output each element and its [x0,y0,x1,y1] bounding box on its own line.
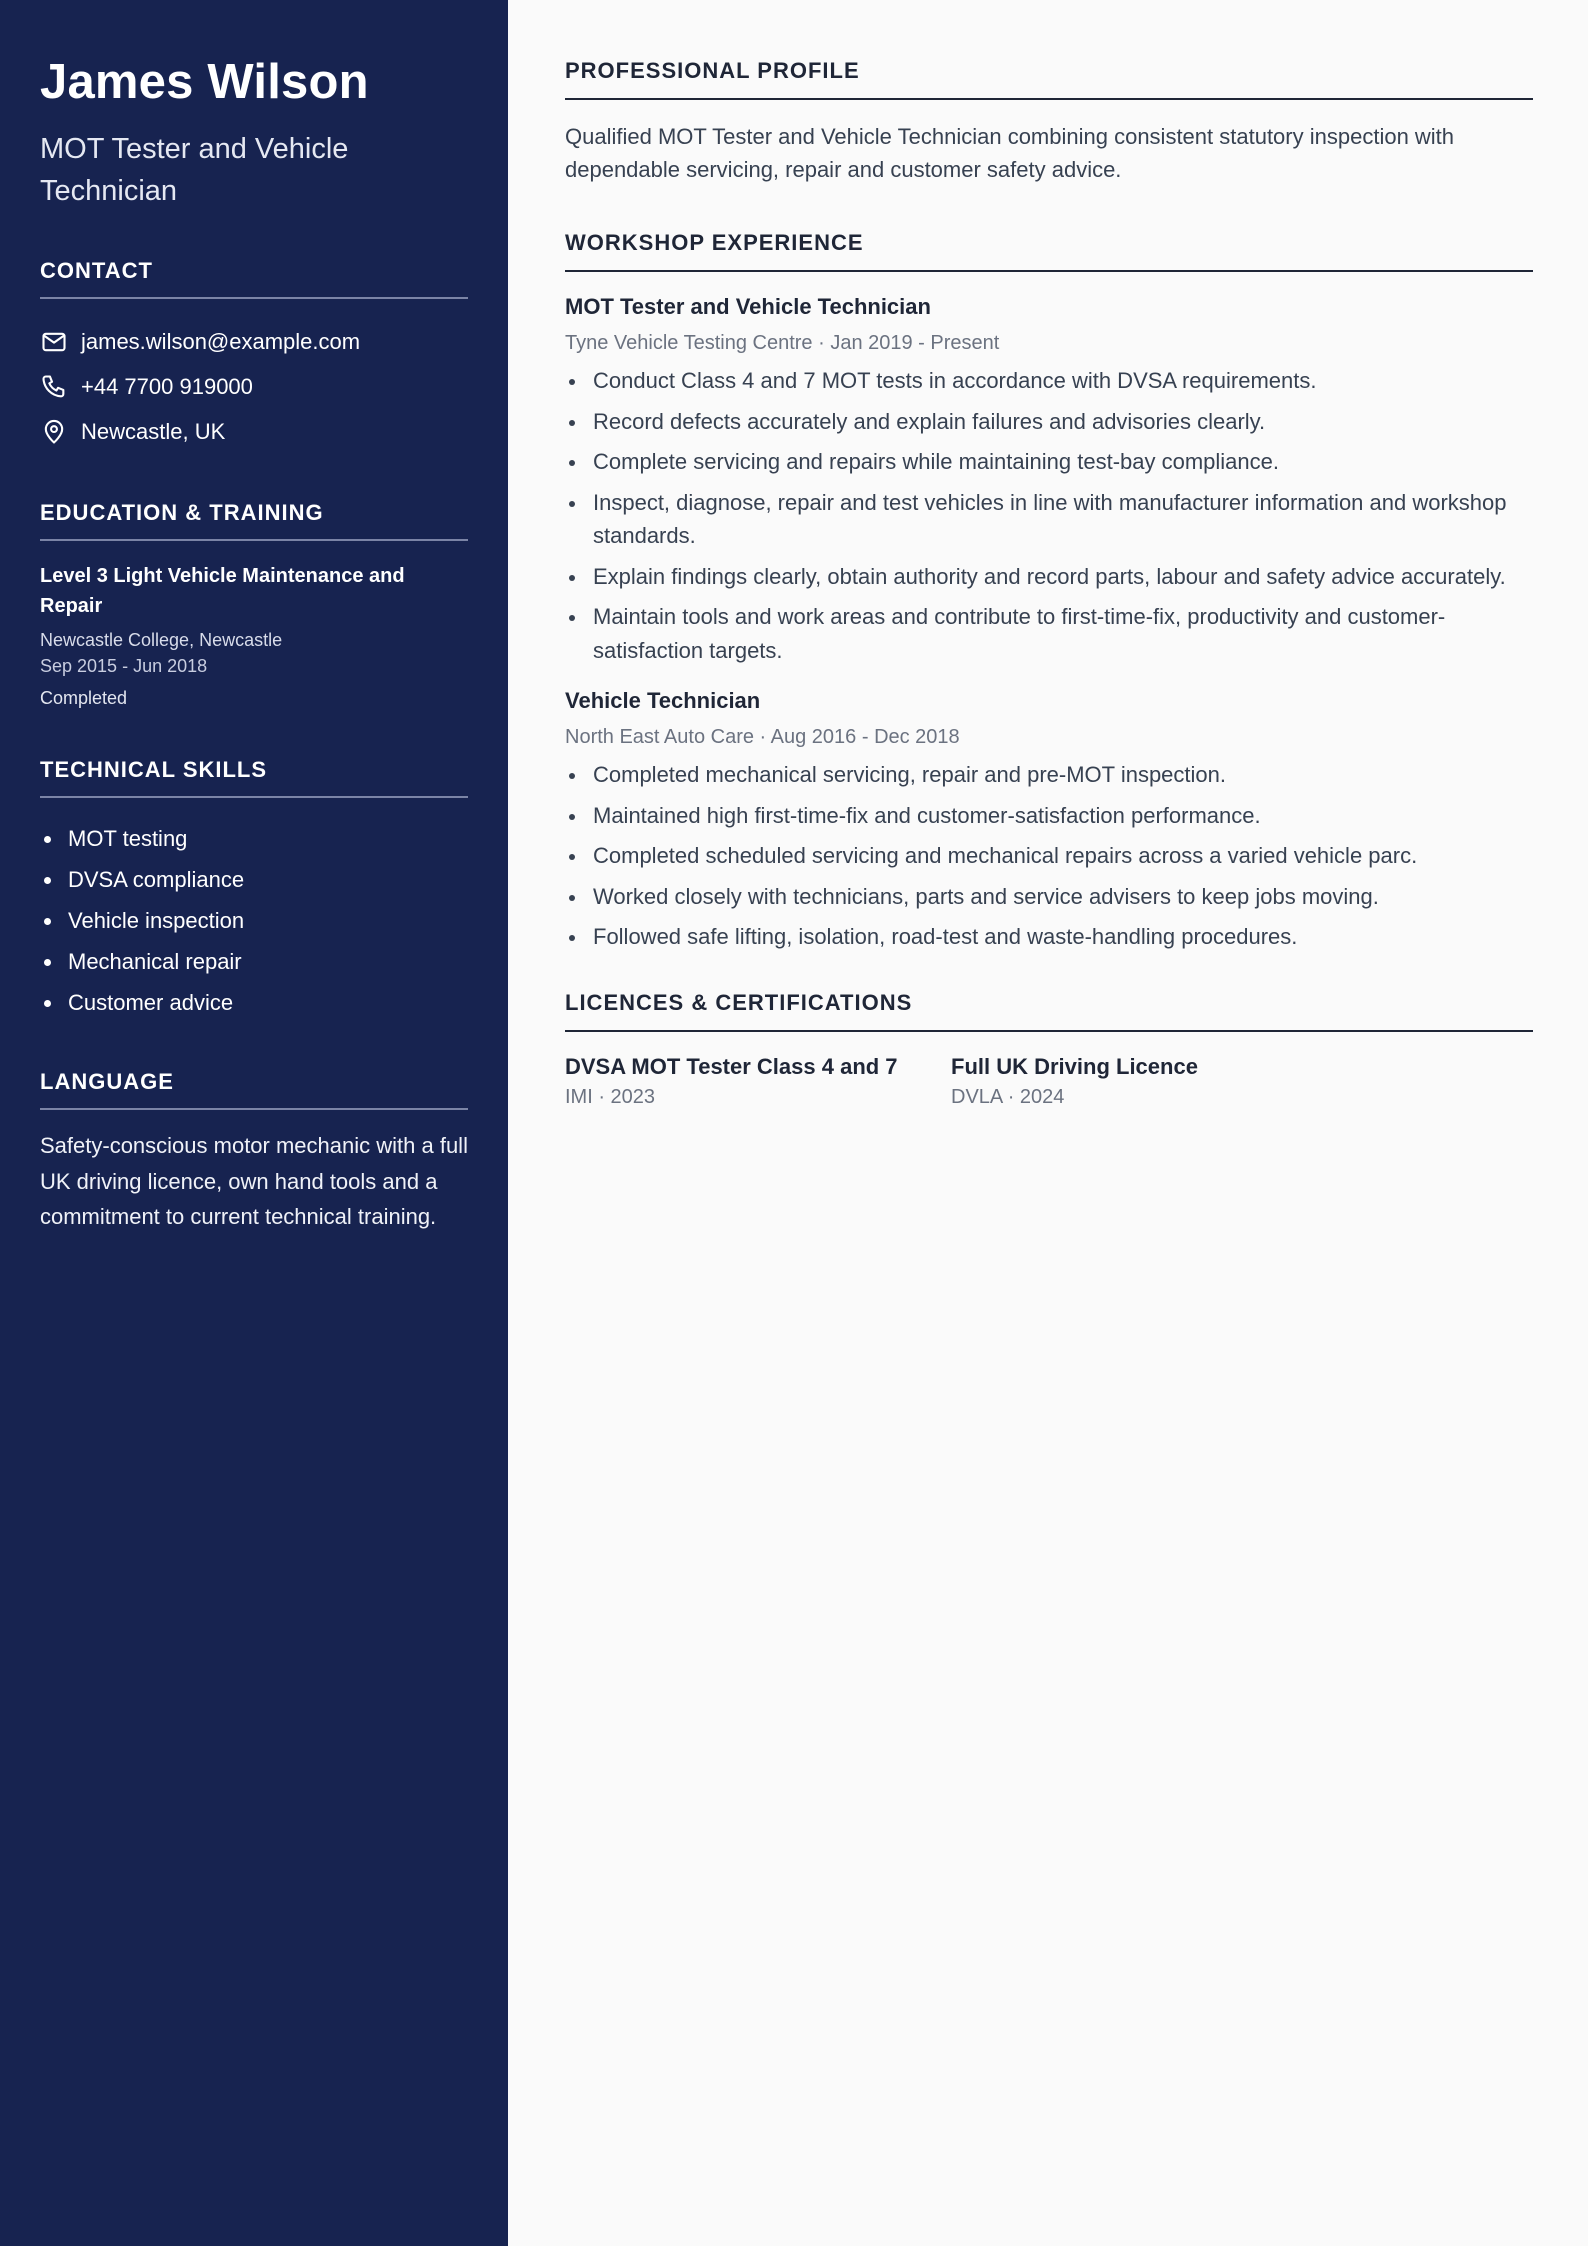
job-bullets [565,364,1533,667]
contact-location-row [40,409,468,454]
profile-text: Qualified MOT Tester and Vehicle Technician combining consistent statutory inspection with dependable servicing, repair and customer safety advice. [565,124,1455,182]
job-bullet: Worked closely with technicians, parts and service advisers to keep jobs moving. [565,880,1533,914]
job-bullets [565,758,1533,954]
main-content [508,0,1588,2246]
job-bullet: Complete servicing and repairs while maintaining test-bay compliance. [565,445,1533,479]
skill-item: Customer advice [40,982,468,1023]
job-meta: Tyne Vehicle Testing Centre · Jan 2019 - Present [565,332,1000,354]
job-meta: North East Auto Care · Aug 2016 - Dec 2018 [565,726,960,748]
candidate-name: James Wilson [40,55,369,109]
job-bullet: Conduct Class 4 and 7 MOT tests in accordance with DVSA requirements. [565,364,1533,398]
job-bullet: Completed mechanical servicing, repair and pre-MOT inspection. [565,758,1533,792]
job-bullet: Explain findings clearly, obtain authority and record parts, labour and safety advice accurately. [565,560,1533,594]
contact-email-row [40,319,468,364]
skills-list [40,818,468,1023]
language-text: Safety-conscious motor mechanic with a full UK driving licence, own hand tools and a commitment to current technical training. [40,1133,468,1229]
education-title: Level 3 Light Vehicle Maintenance and Repair [40,565,405,617]
language-heading: LANGUAGE [40,1069,468,1110]
certification-meta: IMI · 2023 [565,1085,656,1108]
certifications-list [565,1052,1533,1112]
job-bullet: Inspect, diagnose, repair and test vehicles in line with manufacturer information and workshop standards. [565,486,1533,553]
job-title: Vehicle Technician [565,688,761,713]
certification-item [951,1052,1337,1112]
job-bullet: Maintain tools and work areas and contribute to first-time-fix, productivity and customer-satisfaction targets. [565,600,1533,667]
profile-heading: PROFESSIONAL PROFILE [565,58,1533,100]
location-pin-icon [40,418,68,446]
skill-item: Mechanical repair [40,941,468,982]
mail-icon [40,328,68,356]
education-institution: Newcastle College, Newcastle [40,630,283,650]
job-bullet: Maintained high first-time-fix and customer-satisfaction performance. [565,799,1533,833]
job-bullet: Record defects accurately and explain failures and advisories clearly. [565,405,1533,439]
experience-heading: WORKSHOP EXPERIENCE [565,230,1533,272]
experience-section [565,230,1533,954]
job-title: MOT Tester and Vehicle Technician [565,294,931,319]
sidebar [0,0,508,2246]
contact-phone[interactable]: +44 7700 919000 [81,373,253,399]
education-status: Completed [40,688,128,708]
education-dates: Sep 2015 - Jun 2018 [40,656,208,676]
certifications-heading: LICENCES & CERTIFICATIONS [565,990,1533,1032]
certification-meta: DVLA · 2024 [951,1085,1065,1108]
candidate-role: MOT Tester and Vehicle Technician [40,133,349,207]
certification-name: Full UK Driving Licence [951,1053,1198,1079]
certification-item [565,1052,951,1112]
skill-item: DVSA compliance [40,859,468,900]
skill-item: MOT testing [40,818,468,859]
job-bullet: Followed safe lifting, isolation, road-test and waste-handling procedures. [565,920,1533,954]
contact-heading: CONTACT [40,258,468,299]
job-entry [565,686,1533,954]
job-bullet: Completed scheduled servicing and mechanical repairs across a varied vehicle parc. [565,839,1533,873]
contact-email[interactable]: james.wilson@example.com [81,328,361,354]
contact-phone-row [40,364,468,409]
education-heading: EDUCATION & TRAINING [40,500,468,541]
phone-icon [40,373,68,401]
skills-heading: TECHNICAL SKILLS [40,757,468,798]
certification-name: DVSA MOT Tester Class 4 and 7 [565,1053,898,1079]
skill-item: Vehicle inspection [40,900,468,941]
contact-location: Newcastle, UK [81,418,226,444]
job-entry [565,292,1533,667]
certifications-section [565,990,1533,1112]
